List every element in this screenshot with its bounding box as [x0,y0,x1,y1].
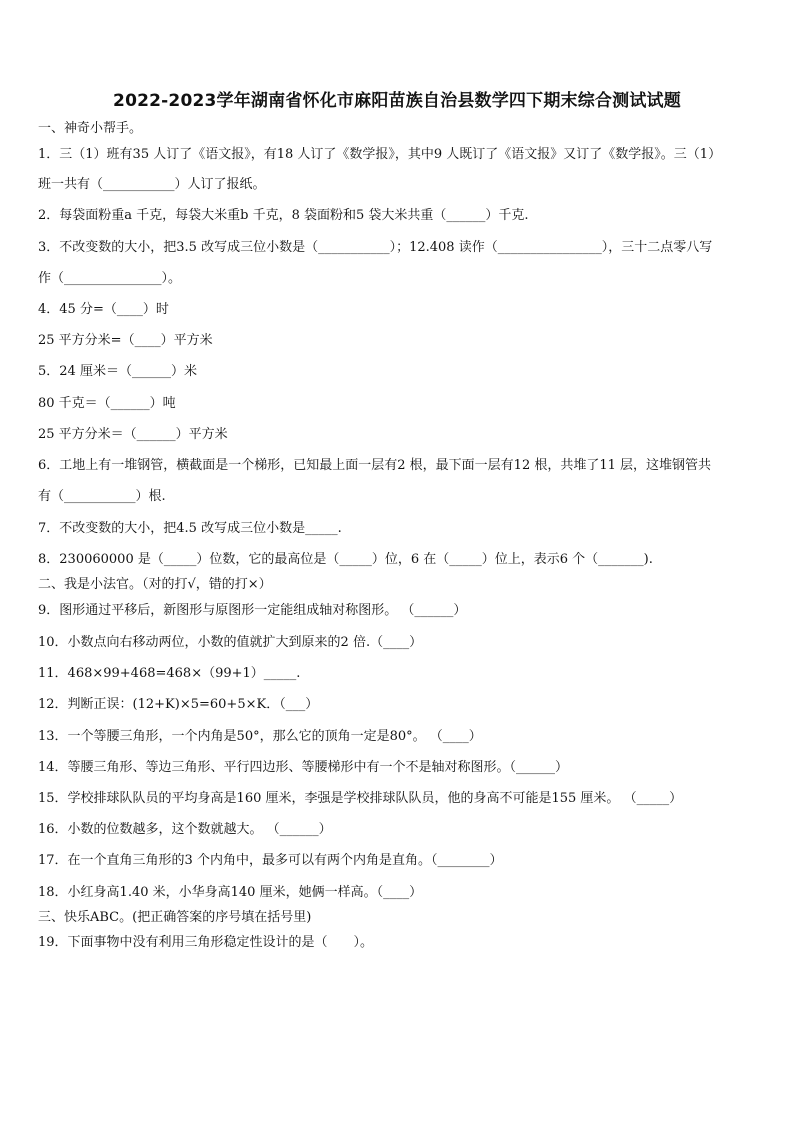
question-15: 15．学校排球队队员的平均身高是160 厘米，李强是学校排球队队员，他的身高不可能是155 厘米。 （_____） [38,791,683,806]
question-18: 18．小红身高1.40 米，小华身高140 厘米，她俩一样高。（____） [38,885,423,900]
question-9: 9．图形通过平移后，新图形与原图形一定能组成轴对称图形。 （______） [38,603,467,618]
question-5-line-2: 80 千克＝（______）吨 [38,396,176,411]
question-3-line-1: 3．不改变数的大小，把3.5 改写成三位小数是（___________）；12.408 读作（________________），三十二点零八写 [38,240,713,255]
question-17: 17．在一个直角三角形的3 个内角中，最多可以有两个内角是直角。（________） [38,853,503,868]
question-6-line-2: 有（___________）根. [38,489,166,504]
question-2: 2．每袋面粉重a 千克，每袋大米重b 千克，8 袋面粉和5 袋大米共重（______）千克. [38,208,529,223]
question-1-line-2: 班一共有（___________）人订了报纸。 [38,177,266,192]
page-title: 2022-2023学年湖南省怀化市麻阳苗族自治县数学四下期末综合测试试题 [113,91,681,111]
question-11: 11．468×99+468=468×（99+1）_____. [38,666,301,681]
question-14: 14．等腰三角形、等边三角形、平行四边形、等腰梯形中有一个不是轴对称图形。（______） [38,760,569,775]
question-10: 10．小数点向右移动两位，小数的值就扩大到原来的2 倍.（____） [38,635,423,650]
question-7: 7．不改变数的大小，把4.5 改写成三位小数是_____. [38,521,342,536]
question-4-line-1: 4．45 分=（____）时 [38,302,169,317]
question-3-line-2: 作（_______________）。 [38,271,182,286]
section-heading-3: 三、快乐ABC。(把正确答案的序号填在括号里) [38,910,312,925]
section-heading-1: 一、神奇小帮手。 [38,121,143,136]
question-13: 13．一个等腰三角形，一个内角是50°，那么它的顶角一定是80°。 （____） [38,729,482,744]
question-8: 8．230060000 是（_____）位数，它的最高位是（_____）位，6 在（_____）位上，表示6 个（_______). [38,552,653,567]
question-4-line-2: 25 平方分米=（____）平方米 [38,333,213,348]
question-5-line-1: 5．24 厘米＝（______）米 [38,364,197,379]
question-5-line-3: 25 平方分米＝（______）平方米 [38,427,228,442]
question-16: 16．小数的位数越多，这个数就越大。 （______） [38,822,332,837]
section-heading-2: 二、我是小法官。（对的打√，错的打×） [38,577,272,592]
question-6-line-1: 6．工地上有一堆钢管，横截面是一个梯形，已知最上面一层有2 根，最下面一层有12 根，共堆了11 层，这堆钢管共 [38,458,712,473]
question-12: 12．判断正误：(12+K)×5=60+5×K．（___） [38,697,319,712]
question-19: 19．下面事物中没有利用三角形稳定性设计的是（ ）。 [38,935,374,950]
question-1-line-1: 1．三（1）班有35 人订了《语文报》，有18 人订了《数学报》，其中9 人既订了《语文报》又订了《数学报》。三（1） [38,147,722,162]
